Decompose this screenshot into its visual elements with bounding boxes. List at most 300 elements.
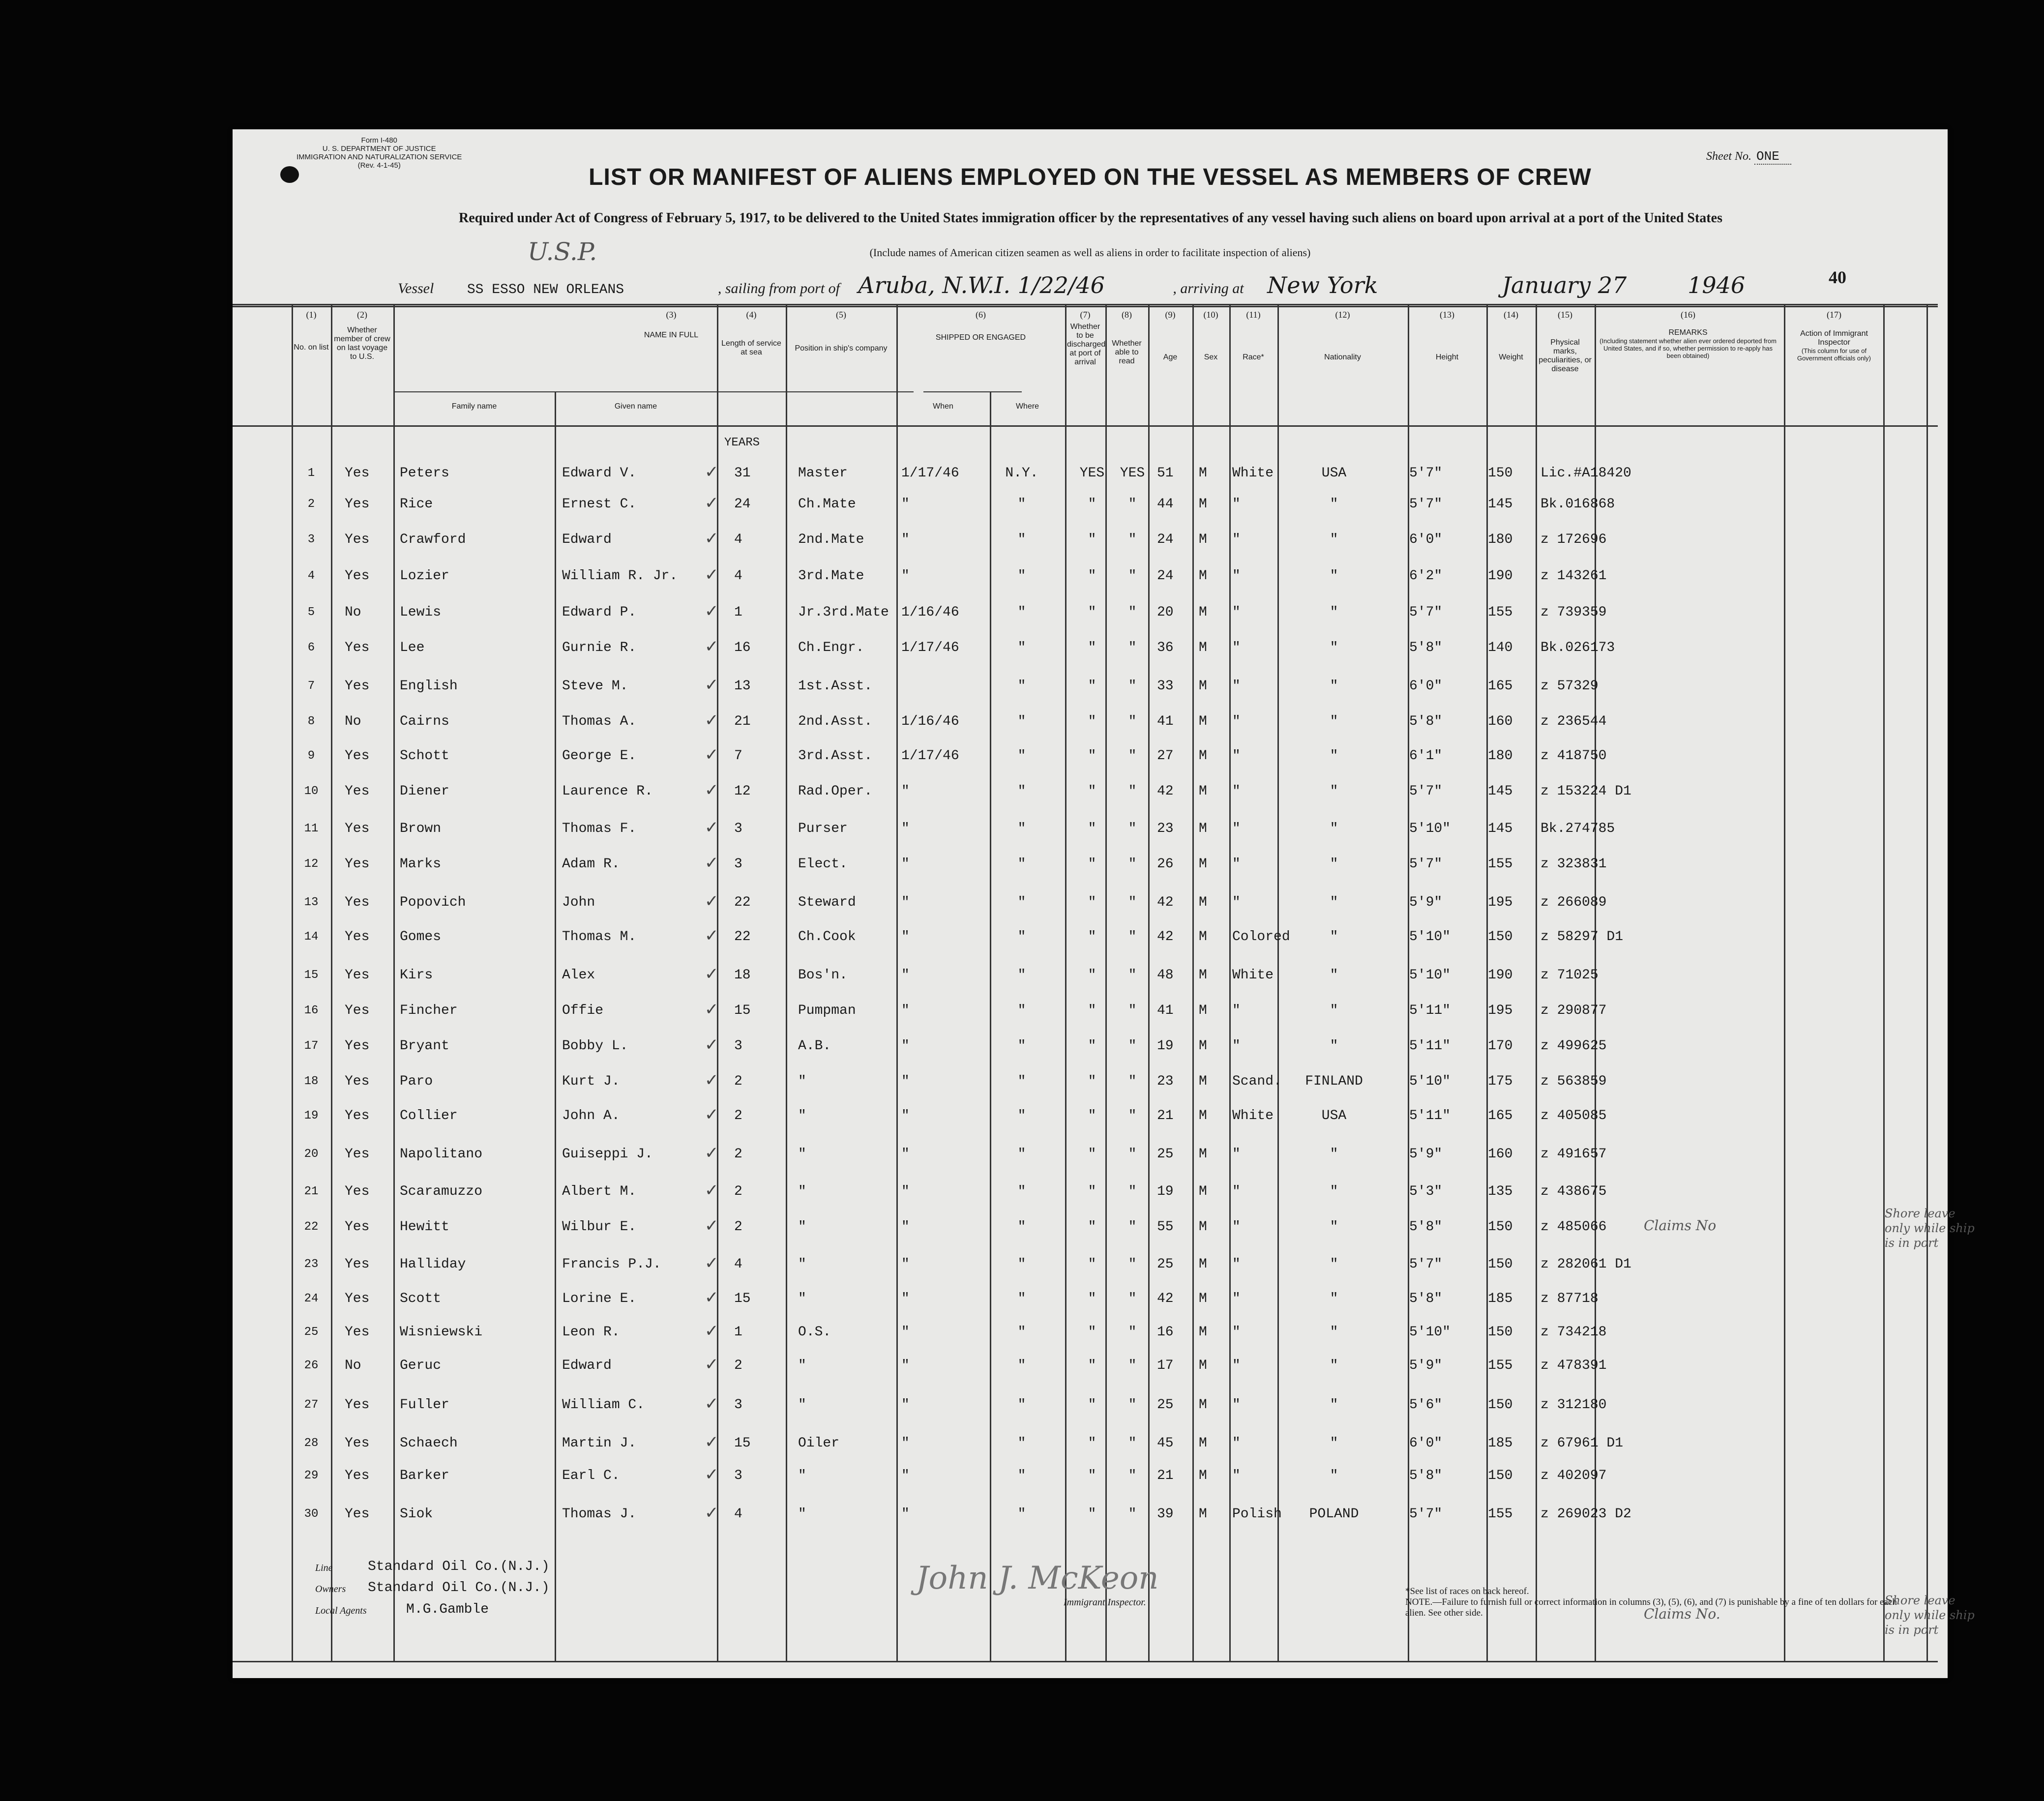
cell-nat: "	[1330, 1468, 1338, 1483]
cell-read: "	[1128, 1003, 1137, 1018]
cell-race: "	[1232, 497, 1241, 512]
check-mark-icon: ✓	[705, 566, 719, 584]
cell-nat: "	[1330, 1219, 1338, 1235]
column-header-c3: NAME IN FULL	[644, 331, 699, 339]
cell-nat: "	[1330, 1436, 1338, 1451]
cell-n: 17	[304, 1039, 319, 1053]
column-header-c2: Whether member of crew on last voyage to U.S.	[334, 326, 390, 361]
cell-n: 11	[304, 822, 319, 835]
remark-row-30: Claims No.	[1644, 1606, 1720, 1622]
cell-given: Ernest C.	[562, 497, 637, 512]
cell-sex: M	[1199, 1506, 1207, 1522]
cell-wt: 155	[1488, 856, 1513, 872]
cell-marks: z 405085	[1540, 1108, 1607, 1123]
cell-race: "	[1232, 1184, 1241, 1199]
cell-ht: 5'11"	[1409, 1003, 1451, 1018]
cell-ht: 5'10"	[1409, 1074, 1451, 1089]
cell-wt: 150	[1488, 1257, 1513, 1272]
cell-n: 6	[307, 641, 315, 654]
cell-read: "	[1128, 1506, 1137, 1522]
cell-nat: "	[1330, 968, 1338, 983]
sailing-label: , sailing from port of	[717, 280, 840, 296]
cell-pos: 3rd.Mate	[798, 568, 864, 584]
cell-crew: No	[345, 714, 361, 729]
cell-sex: M	[1199, 1358, 1207, 1373]
column-header-c11: Race*	[1243, 353, 1264, 361]
cell-nat: "	[1330, 895, 1338, 910]
cell-dis: "	[1088, 568, 1096, 584]
cell-serv: 2	[734, 1074, 742, 1089]
cell-family: Gomes	[400, 929, 442, 945]
cell-age: 26	[1157, 856, 1174, 872]
cell-serv: 2	[734, 1219, 742, 1235]
cell-pos: "	[798, 1108, 806, 1123]
cell-sex: M	[1199, 1397, 1207, 1413]
cell-when: "	[901, 784, 910, 799]
cell-serv: 4	[734, 1257, 742, 1272]
cell-ht: 5'8"	[1409, 1468, 1443, 1483]
cell-serv: 1	[734, 605, 742, 620]
cell-ht: 5'7"	[1409, 1257, 1443, 1272]
cell-race: "	[1232, 1325, 1241, 1340]
cell-when: "	[901, 1003, 910, 1018]
cell-read: "	[1128, 1358, 1137, 1373]
cell-ht: 5'9"	[1409, 1358, 1443, 1373]
check-mark-icon: ✓	[705, 1071, 719, 1090]
cell-read: "	[1128, 968, 1137, 983]
sheet-value: ONE	[1754, 149, 1791, 165]
cell-dis: "	[1088, 640, 1096, 655]
cell-wt: 160	[1488, 714, 1513, 729]
cell-where: "	[1017, 568, 1026, 584]
cell-when: "	[901, 1108, 910, 1123]
cell-where: "	[1017, 968, 1026, 983]
cell-n: 27	[304, 1398, 319, 1412]
check-mark-icon: ✓	[705, 746, 719, 764]
cell-read: "	[1128, 714, 1137, 729]
cell-pos: Ch.Engr.	[798, 640, 864, 655]
check-mark-icon: ✓	[705, 1466, 719, 1484]
cell-n: 30	[304, 1507, 319, 1521]
cell-dis: "	[1088, 532, 1096, 547]
cell-n: 15	[304, 969, 319, 982]
cell-pos: Purser	[798, 821, 848, 836]
cell-sex: M	[1199, 1436, 1207, 1451]
cell-race: "	[1232, 1257, 1241, 1272]
check-mark-icon: ✓	[705, 1254, 719, 1272]
column-number: (6)	[976, 310, 986, 320]
cell-ht: 5'8"	[1409, 640, 1443, 655]
cell-dis: "	[1088, 605, 1096, 620]
column-header-c16: REMARKS (Including statement whether alien ever ordered deported from United States, and if so, whether permission to re-apply has been obtained)	[1597, 328, 1779, 359]
column-rule	[1229, 304, 1231, 1661]
cell-when: "	[901, 1184, 910, 1199]
cell-when: "	[901, 1257, 910, 1272]
cell-read: "	[1128, 856, 1137, 872]
subheader-rule-1	[393, 391, 914, 392]
check-mark-icon: ✓	[705, 965, 719, 983]
cell-when: "	[901, 1506, 910, 1522]
check-mark-icon: ✓	[705, 494, 719, 512]
cell-where: "	[1017, 895, 1026, 910]
cell-ht: 5'10"	[1409, 929, 1451, 945]
cell-n: 13	[304, 896, 319, 909]
cell-crew: Yes	[345, 856, 370, 872]
arrival-date: January 27	[1502, 272, 1627, 298]
cell-wt: 155	[1488, 1506, 1513, 1522]
check-mark-icon: ✓	[705, 638, 719, 656]
cell-pos: "	[798, 1074, 806, 1089]
inspector-signature: John J. McKeon	[916, 1560, 1159, 1596]
cell-sex: M	[1199, 1468, 1207, 1483]
cell-given: Thomas A.	[562, 714, 637, 729]
cell-nat: "	[1330, 1291, 1338, 1306]
cell-race: "	[1232, 821, 1241, 836]
cell-age: 19	[1157, 1184, 1174, 1199]
cell-race: Colored	[1232, 929, 1290, 945]
column-header-c6: SHIPPED OR ENGAGED	[935, 333, 1026, 342]
cell-dis: YES	[1079, 466, 1105, 481]
cell-crew: Yes	[345, 1436, 370, 1451]
cell-family: Barker	[400, 1468, 449, 1483]
cell-pos: Oiler	[798, 1436, 840, 1451]
cell-read: "	[1128, 1147, 1137, 1162]
cell-pos: Bos'n.	[798, 968, 848, 983]
cell-race: "	[1232, 1436, 1241, 1451]
cell-marks: z 290877	[1540, 1003, 1607, 1018]
cell-n: 20	[304, 1148, 319, 1161]
cell-serv: 18	[734, 968, 751, 983]
cell-pos: "	[798, 1184, 806, 1199]
cell-where: "	[1017, 1397, 1026, 1413]
cell-crew: Yes	[345, 532, 370, 547]
cell-n: 21	[304, 1185, 319, 1198]
cell-crew: Yes	[345, 929, 370, 945]
cell-dis: "	[1088, 929, 1096, 945]
cell-marks: z 282061 D1	[1540, 1257, 1631, 1272]
cell-race: "	[1232, 714, 1241, 729]
cell-given: Laurence R.	[562, 784, 653, 799]
column-number: (12)	[1335, 310, 1350, 320]
cell-crew: Yes	[345, 1147, 370, 1162]
cell-where: "	[1017, 532, 1026, 547]
cell-crew: Yes	[345, 466, 370, 481]
port-from: Aruba, N.W.I. 1/22/46	[858, 272, 1105, 298]
cell-dis: "	[1088, 1397, 1096, 1413]
check-mark-icon: ✓	[705, 1001, 719, 1019]
cell-marks: z 499625	[1540, 1038, 1607, 1054]
cell-ht: 5'8"	[1409, 714, 1443, 729]
cell-nat: "	[1330, 532, 1338, 547]
cell-dis: "	[1088, 821, 1096, 836]
legal-requirement: Required under Act of Congress of February 5, 1917, to be delivered to the United States immigration officer by the representatives of any vessel having such aliens on board upon arrival at a port of the United States	[459, 210, 1722, 226]
column-number: (2)	[357, 310, 367, 320]
cell-sex: M	[1199, 1291, 1207, 1306]
cell-given: Guiseppi J.	[562, 1147, 653, 1162]
cell-marks: z 236544	[1540, 714, 1607, 729]
cell-wt: 155	[1488, 1358, 1513, 1373]
cell-read: "	[1128, 1184, 1137, 1199]
cell-marks: Lic.#A18420	[1540, 466, 1631, 481]
column-number: (1)	[306, 310, 317, 320]
check-mark-icon: ✓	[705, 1356, 719, 1374]
cell-given: Thomas M.	[562, 929, 637, 945]
cell-crew: Yes	[345, 784, 370, 799]
cell-race: "	[1232, 784, 1241, 799]
cell-wt: 155	[1488, 605, 1513, 620]
cell-pos: Rad.Oper.	[798, 784, 873, 799]
cell-crew: Yes	[345, 1074, 370, 1089]
cell-read: "	[1128, 605, 1137, 620]
cell-nat: "	[1330, 1147, 1338, 1162]
cell-sex: M	[1199, 466, 1207, 481]
cell-crew: Yes	[345, 1108, 370, 1123]
cell-age: 19	[1157, 1038, 1174, 1054]
cell-race: "	[1232, 1468, 1241, 1483]
cell-read: "	[1128, 821, 1137, 836]
cell-dis: "	[1088, 1291, 1096, 1306]
cell-dis: "	[1088, 748, 1096, 764]
cell-read: "	[1128, 568, 1137, 584]
cell-serv: 4	[734, 568, 742, 584]
subheader-c6b: Where	[1015, 402, 1039, 411]
cell-family: Lewis	[400, 605, 442, 620]
cell-where: "	[1017, 1147, 1026, 1162]
cell-family: Bryant	[400, 1038, 449, 1054]
cell-when: 1/17/46	[901, 466, 959, 481]
cell-where: "	[1017, 821, 1026, 836]
form-dept: U. S. DEPARTMENT OF JUSTICE	[322, 145, 436, 153]
cell-n: 7	[307, 679, 315, 693]
cell-family: Napolitano	[400, 1147, 483, 1162]
cell-n: 14	[304, 930, 319, 944]
column-number: (4)	[746, 310, 757, 320]
cell-race: "	[1232, 1147, 1241, 1162]
cell-marks: z 269023 D2	[1540, 1506, 1631, 1522]
cell-serv: 4	[734, 1506, 742, 1522]
column-header-c8: Whether able to read	[1112, 339, 1142, 365]
cell-read: "	[1128, 748, 1137, 764]
cell-wt: 175	[1488, 1074, 1513, 1089]
cell-race: "	[1232, 679, 1241, 694]
column-number: (14)	[1504, 310, 1518, 320]
cell-family: Marks	[400, 856, 442, 872]
cell-nat: "	[1330, 568, 1338, 584]
cell-family: Halliday	[400, 1257, 466, 1272]
remark-row-18: Claims No	[1644, 1217, 1717, 1234]
cell-dis: "	[1088, 895, 1096, 910]
cell-family: Kirs	[400, 968, 433, 983]
cell-serv: 1	[734, 1325, 742, 1340]
cell-sex: M	[1199, 1325, 1207, 1340]
column-rule	[393, 304, 395, 1661]
form-revision: (Rev. 4-1-45)	[357, 161, 401, 170]
cell-crew: Yes	[345, 1219, 370, 1235]
cell-race: Scand.	[1232, 1074, 1282, 1089]
cell-read: "	[1128, 1257, 1137, 1272]
cell-age: 42	[1157, 784, 1174, 799]
cell-marks: z 485066	[1540, 1219, 1607, 1235]
cell-age: 51	[1157, 466, 1174, 481]
column-header-c1: No. on list	[294, 343, 329, 352]
cell-marks: Bk.274785	[1540, 821, 1615, 836]
cell-read: "	[1128, 1074, 1137, 1089]
cell-where: "	[1017, 1074, 1026, 1089]
cell-when: 1/17/46	[901, 748, 959, 764]
cell-given: Edward	[562, 532, 612, 547]
cell-marks: z 323831	[1540, 856, 1607, 872]
cell-nat: "	[1330, 1358, 1338, 1373]
cell-race: "	[1232, 532, 1241, 547]
cell-sex: M	[1199, 497, 1207, 512]
cell-crew: No	[345, 605, 361, 620]
cell-when: "	[901, 1468, 910, 1483]
cell-ht: 5'7"	[1409, 497, 1443, 512]
cell-serv: 21	[734, 714, 751, 729]
cell-serv: 12	[734, 784, 751, 799]
cell-nat: "	[1330, 821, 1338, 836]
cell-when: 1/16/46	[901, 605, 959, 620]
cell-age: 36	[1157, 640, 1174, 655]
cell-crew: Yes	[345, 1325, 370, 1340]
cell-marks: z 418750	[1540, 748, 1607, 764]
cell-dis: "	[1088, 784, 1096, 799]
cell-ht: 5'6"	[1409, 1397, 1443, 1413]
vessel-name: SS ESSO NEW ORLEANS	[467, 282, 624, 297]
cell-marks: z 491657	[1540, 1147, 1607, 1162]
cell-given: Gurnie R.	[562, 640, 637, 655]
check-mark-icon: ✓	[705, 1181, 719, 1200]
cell-sex: M	[1199, 968, 1207, 983]
column-rule	[1277, 304, 1279, 1661]
cell-when: "	[901, 1147, 910, 1162]
check-mark-icon: ✓	[705, 1144, 719, 1162]
column-rule	[1192, 304, 1194, 1661]
cell-sex: M	[1199, 568, 1207, 584]
manifest-sheet	[233, 129, 1975, 1678]
column-rule	[1536, 304, 1537, 1661]
cell-family: Scott	[400, 1291, 442, 1306]
cell-ht: 6'0"	[1409, 679, 1443, 694]
cell-n: 12	[304, 857, 319, 871]
cell-n: 10	[304, 785, 319, 798]
cell-race: "	[1232, 895, 1241, 910]
cell-wt: 195	[1488, 1003, 1513, 1018]
cell-pos: 3rd.Asst.	[798, 748, 873, 764]
cell-nat: "	[1330, 1325, 1338, 1340]
cell-when: "	[901, 821, 910, 836]
column-number: (16)	[1681, 310, 1695, 320]
cell-ht: 5'11"	[1409, 1038, 1451, 1054]
cell-wt: 195	[1488, 895, 1513, 910]
cell-serv: 24	[734, 497, 751, 512]
cell-sex: M	[1199, 821, 1207, 836]
cell-given: Kurt J.	[562, 1074, 620, 1089]
cell-when: "	[901, 1219, 910, 1235]
cell-ht: 5'9"	[1409, 1147, 1443, 1162]
cell-dis: "	[1088, 1003, 1096, 1018]
check-mark-icon: ✓	[705, 1504, 719, 1522]
cell-age: 17	[1157, 1358, 1174, 1373]
column-header-c17: Action of Immigrant Inspector (This column for use of Government officials only)	[1787, 329, 1881, 362]
cell-nat: USA	[1321, 1108, 1347, 1123]
form-number: Form I-480	[361, 136, 397, 145]
check-mark-icon: ✓	[705, 1036, 719, 1054]
cell-age: 41	[1157, 1003, 1174, 1018]
cell-race: "	[1232, 605, 1241, 620]
cell-crew: Yes	[345, 748, 370, 764]
cell-where: "	[1017, 784, 1026, 799]
cell-family: Brown	[400, 821, 442, 836]
cell-serv: 4	[734, 532, 742, 547]
footnote-penalty: NOTE.—Failure to furnish full or correct information in columns (3), (5), (6), and (7) is punishable by a fine of ten dollars for each alien. See other side.	[1405, 1597, 1897, 1618]
cell-nat: "	[1330, 714, 1338, 729]
check-mark-icon: ✓	[705, 1106, 719, 1124]
cell-wt: 135	[1488, 1184, 1513, 1199]
cell-when: "	[901, 968, 910, 983]
cell-crew: Yes	[345, 968, 370, 983]
cell-read: "	[1128, 640, 1137, 655]
column-number: (3)	[666, 310, 677, 320]
arriving-label: , arriving at	[1173, 280, 1244, 296]
cell-family: Crawford	[400, 532, 466, 547]
cell-ht: 6'2"	[1409, 568, 1443, 584]
cell-nat: "	[1330, 784, 1338, 799]
cell-race: "	[1232, 748, 1241, 764]
cell-nat: "	[1330, 640, 1338, 655]
cell-age: 42	[1157, 1291, 1174, 1306]
cell-dis: "	[1088, 856, 1096, 872]
cell-given: Edward	[562, 1358, 612, 1373]
cell-family: Lee	[400, 640, 425, 655]
cell-given: Albert M.	[562, 1184, 637, 1199]
cell-serv: 2	[734, 1184, 742, 1199]
cell-read: YES	[1120, 466, 1145, 481]
cell-dis: "	[1088, 679, 1096, 694]
cell-where: "	[1017, 1358, 1026, 1373]
cell-race: "	[1232, 1219, 1241, 1235]
cell-crew: Yes	[345, 1038, 370, 1054]
cell-marks: z 67961 D1	[1540, 1436, 1624, 1451]
cell-marks: z 402097	[1540, 1468, 1607, 1483]
cell-family: Schott	[400, 748, 449, 764]
subheader-rule-2	[923, 391, 1022, 392]
agents-value: M.G.Gamble	[406, 1602, 489, 1617]
cell-where: "	[1017, 1257, 1026, 1272]
cell-nat: POLAND	[1309, 1506, 1359, 1522]
cell-age: 23	[1157, 1074, 1174, 1089]
cell-pos: "	[798, 1219, 806, 1235]
cell-wt: 185	[1488, 1291, 1513, 1306]
cell-given: Thomas J.	[562, 1506, 637, 1522]
cell-age: 27	[1157, 748, 1174, 764]
cell-age: 45	[1157, 1436, 1174, 1451]
cell-where: "	[1017, 679, 1026, 694]
cell-sex: M	[1199, 714, 1207, 729]
cell-wt: 180	[1488, 748, 1513, 764]
cell-age: 21	[1157, 1108, 1174, 1123]
cell-dis: "	[1088, 1219, 1096, 1235]
cell-wt: 190	[1488, 968, 1513, 983]
cell-n: 23	[304, 1258, 319, 1271]
cell-ht: 5'7"	[1409, 466, 1443, 481]
cell-dis: "	[1088, 1358, 1096, 1373]
cell-ht: 5'7"	[1409, 856, 1443, 872]
cell-when: "	[901, 1038, 910, 1054]
check-mark-icon: ✓	[705, 1289, 719, 1307]
column-rule	[896, 304, 898, 1661]
cell-given: Francis P.J.	[562, 1257, 661, 1272]
